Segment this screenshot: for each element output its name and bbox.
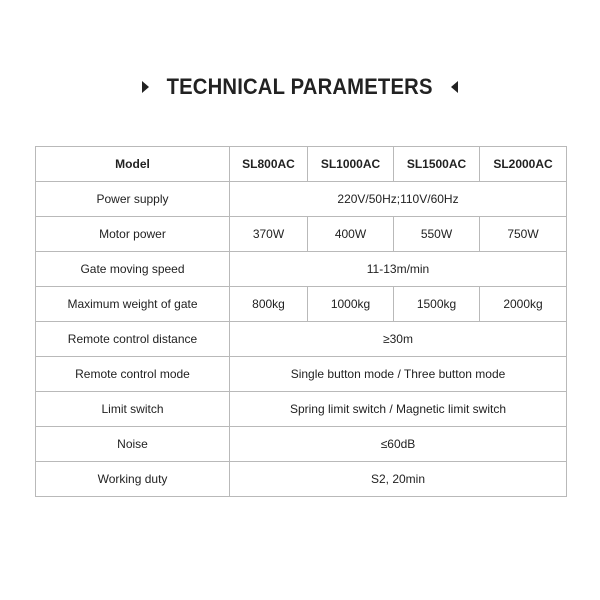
triangle-right-icon (142, 81, 149, 93)
row-label: Noise (36, 427, 230, 462)
section-title (0, 72, 600, 102)
table-row (36, 462, 567, 497)
triangle-left-icon (451, 81, 458, 93)
table-row (36, 182, 567, 217)
row-label: Remote control distance (36, 322, 230, 357)
table-row (36, 322, 567, 357)
row-value: 800kg (230, 287, 308, 322)
header-cell-model: Model (36, 147, 230, 182)
header-cell-sl2000ac: SL2000AC (480, 147, 567, 182)
row-value: 220V/50Hz;110V/60Hz (230, 182, 567, 217)
row-value: ≥30m (230, 322, 567, 357)
row-value: 370W (230, 217, 308, 252)
table-row (36, 427, 567, 462)
row-label: Limit switch (36, 392, 230, 427)
row-value: 11-13m/min (230, 252, 567, 287)
row-value: ≤60dB (230, 427, 567, 462)
row-value: 1500kg (394, 287, 480, 322)
table-row (36, 392, 567, 427)
table-row (36, 252, 567, 287)
row-label: Maximum weight of gate (36, 287, 230, 322)
table-row (36, 217, 567, 252)
header-cell-sl800ac: SL800AC (230, 147, 308, 182)
table-row (36, 357, 567, 392)
technical-parameters-table (35, 146, 567, 497)
header-cell-sl1500ac: SL1500AC (394, 147, 480, 182)
row-value: 550W (394, 217, 480, 252)
row-label: Gate moving speed (36, 252, 230, 287)
row-value: S2, 20min (230, 462, 567, 497)
row-value: 1000kg (308, 287, 394, 322)
row-value: 400W (308, 217, 394, 252)
row-label: Remote control mode (36, 357, 230, 392)
header-cell-sl1000ac: SL1000AC (308, 147, 394, 182)
row-label: Motor power (36, 217, 230, 252)
row-value: 2000kg (480, 287, 567, 322)
row-value: Spring limit switch / Magnetic limit switch (230, 392, 567, 427)
page-title: TECHNICAL PARAMETERS (166, 74, 434, 99)
table-header-row (36, 147, 567, 182)
row-value: 750W (480, 217, 567, 252)
row-label: Power supply (36, 182, 230, 217)
table-row (36, 287, 567, 322)
row-value: Single button mode / Three button mode (230, 357, 567, 392)
row-label: Working duty (36, 462, 230, 497)
